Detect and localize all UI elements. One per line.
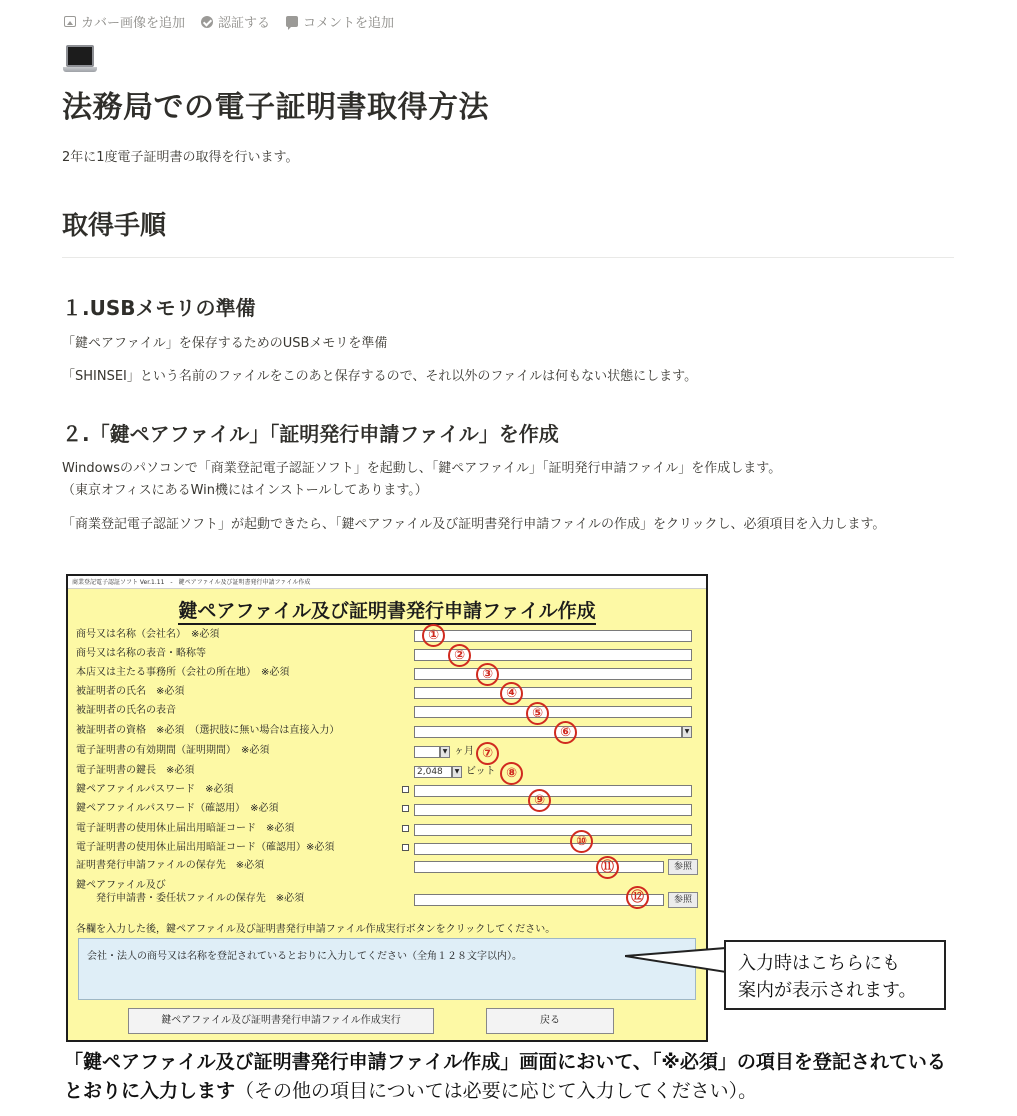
- browse-button[interactable]: 参照: [668, 892, 698, 908]
- chevron-down-icon[interactable]: ▼: [682, 726, 692, 738]
- callout-line2: 案内が表示されます。: [738, 980, 917, 1001]
- verify-label: 認証する: [218, 16, 271, 31]
- form-row: [76, 685, 696, 702]
- add-comment-button[interactable]: [286, 12, 394, 31]
- marker-number: ⑨: [528, 789, 551, 812]
- add-comment-label: コメントを追加: [303, 16, 395, 31]
- chevron-down-icon[interactable]: ▼: [452, 766, 462, 778]
- field-label: 鍵ペアファイルパスワード（確認用） ※必須: [76, 803, 279, 814]
- marker-number: ⑫: [626, 886, 649, 909]
- callout-box: [724, 940, 946, 1010]
- show-code-checkbox[interactable]: [402, 844, 409, 851]
- field-label: 電子証明書の使用休止届出用暗証コード ※必須: [76, 823, 295, 834]
- form-row: [76, 666, 696, 683]
- step2-para1-line2: （東京オフィスにあるWin機にはインストールしてあります。）: [62, 483, 428, 498]
- form-row: [76, 647, 696, 664]
- form-row: [76, 764, 696, 781]
- page-title[interactable]: 法務局での電子証明書取得方法: [62, 90, 489, 125]
- key-length-select[interactable]: 2,048: [414, 766, 452, 778]
- form-row: [76, 628, 696, 645]
- form-row: [76, 724, 696, 741]
- marker-number: ③: [476, 663, 499, 686]
- image-icon: [64, 16, 76, 27]
- form-row: [76, 783, 696, 800]
- form-instruction: 各欄を入力した後，鍵ペアファイル及び証明書発行申請ファイル作成実行ボタンをクリックしてください。: [76, 924, 556, 935]
- execute-button[interactable]: 鍵ペアファイル及び証明書発行申請ファイル作成実行: [128, 1008, 434, 1034]
- step2-para1-line1: Windowsのパソコンで「商業登記電子認証ソフト」を起動し、「鍵ペアファイル」「証明発行申請ファイル」を作成します。: [62, 461, 782, 476]
- marker-number: ①: [422, 624, 445, 647]
- field-label: 証明書発行申請ファイルの保存先 ※必須: [76, 860, 265, 871]
- form-row: [76, 822, 696, 839]
- unit-label: ビット: [466, 766, 496, 777]
- verify-button[interactable]: [201, 12, 270, 31]
- marker-number: ⑩: [570, 830, 593, 853]
- window-title: 商業登記電子認証ソフト Ver.1.11 - 鍵ペアファイル及び証明書発行申請ファイル作成: [68, 576, 706, 589]
- qualification-select[interactable]: [414, 726, 682, 738]
- step2-para1[interactable]: [62, 458, 954, 502]
- step1-line1[interactable]: 「鍵ペアファイル」を保存するためのUSBメモリを準備: [62, 336, 388, 351]
- person-name-input[interactable]: [414, 687, 692, 699]
- field-label: 被証明者の氏名の表音: [76, 705, 176, 716]
- show-code-checkbox[interactable]: [402, 825, 409, 832]
- key-password-confirm-input[interactable]: [414, 804, 692, 816]
- marker-number: ④: [500, 682, 523, 705]
- field-label: 被証明者の資格 ※必須 （選択肢に無い場合は直接入力）: [76, 725, 340, 736]
- form-row: [76, 744, 696, 761]
- marker-number: ⑥: [554, 721, 577, 744]
- field-label: 電子証明書の使用休止届出用暗証コード（確認用）※必須: [76, 842, 335, 853]
- step1-line2[interactable]: 「SHINSEI」という名前のファイルをこのあと保存するので、それ以外のファイルは何もない状態にします。: [62, 369, 698, 384]
- field-label: 鍵ペアファイルパスワード ※必須: [76, 784, 234, 795]
- form-row: [76, 879, 696, 909]
- suspension-code-confirm-input[interactable]: [414, 843, 692, 855]
- show-password-checkbox[interactable]: [402, 786, 409, 793]
- back-button[interactable]: 戻る: [486, 1008, 614, 1034]
- marker-number: ⑪: [596, 856, 619, 879]
- comment-icon: [286, 16, 298, 27]
- field-label: 商号又は名称の表音・略称等: [76, 648, 206, 659]
- field-label: 被証明者の氏名 ※必須: [76, 686, 185, 697]
- field-label: 電子証明書の鍵長 ※必須: [76, 765, 195, 776]
- callout-pointer: [625, 942, 735, 982]
- field-label: 鍵ペアファイル及び: [76, 880, 166, 891]
- page-top-actions: [64, 12, 394, 31]
- image-caption: [64, 1048, 964, 1106]
- step2-heading[interactable]: ２.「鍵ペアファイル」「証明発行申請ファイル」を作成: [62, 422, 559, 446]
- section-heading[interactable]: 取得手順: [62, 211, 167, 241]
- step1-heading[interactable]: １.USBメモリの準備: [62, 296, 256, 320]
- form-title: 鍵ペアファイル及び証明書発行申請ファイル作成: [68, 596, 706, 623]
- form-row: [76, 704, 696, 721]
- address-input[interactable]: [414, 668, 692, 680]
- caption-bold: 「鍵ペアファイル及び証明書発行申請ファイル作成」画面において、「※必須」の項目を登記されているとおりに入力します: [64, 1051, 946, 1102]
- add-cover-label: カバー画像を追加: [81, 16, 186, 31]
- unit-label: ヶ月: [454, 746, 474, 757]
- browse-button[interactable]: 参照: [668, 859, 698, 875]
- request-file-path-input[interactable]: [414, 861, 664, 873]
- key-password-input[interactable]: [414, 785, 692, 797]
- intro-paragraph[interactable]: 2年に1度電子証明書の取得を行います。: [62, 150, 299, 165]
- form-screenshot: [66, 574, 708, 1042]
- marker-number: ②: [448, 644, 471, 667]
- verified-icon: [201, 16, 213, 28]
- caption-normal: （その他の項目については必要に応じて入力してください）。: [235, 1080, 758, 1102]
- suspension-code-input[interactable]: [414, 824, 692, 836]
- validity-period-select[interactable]: [414, 746, 440, 758]
- form-row: [76, 802, 696, 819]
- callout-line1: 入力時はこちらにも: [738, 953, 900, 974]
- marker-number: ⑦: [476, 742, 499, 765]
- form-row: [76, 841, 696, 858]
- guidance-box: 会社・法人の商号又は名称を登記されているとおりに入力してください（全角１２８文字以内）。: [78, 938, 696, 1000]
- field-label: 本店又は主たる事務所（会社の所在地） ※必須: [76, 667, 290, 678]
- show-password-checkbox[interactable]: [402, 805, 409, 812]
- divider: [62, 257, 954, 258]
- marker-number: ⑤: [526, 702, 549, 725]
- chevron-down-icon[interactable]: ▼: [440, 746, 450, 758]
- field-label: 商号又は名称（会社名） ※必須: [76, 629, 220, 640]
- step2-para2[interactable]: 「商業登記電子認証ソフト」が起動できたら、「鍵ペアファイル及び証明書発行申請ファイルの作成」をクリックし、必須項目を入力します。: [62, 517, 886, 532]
- field-label: 発行申請書・委任状ファイルの保存先 ※必須: [96, 893, 305, 904]
- person-reading-input[interactable]: [414, 706, 692, 718]
- laptop-icon[interactable]: [63, 45, 97, 75]
- company-name-input[interactable]: [414, 630, 692, 642]
- marker-number: ⑧: [500, 762, 523, 785]
- field-label: 電子証明書の有効期間（証明期間） ※必須: [76, 745, 270, 756]
- add-cover-button[interactable]: [64, 12, 185, 31]
